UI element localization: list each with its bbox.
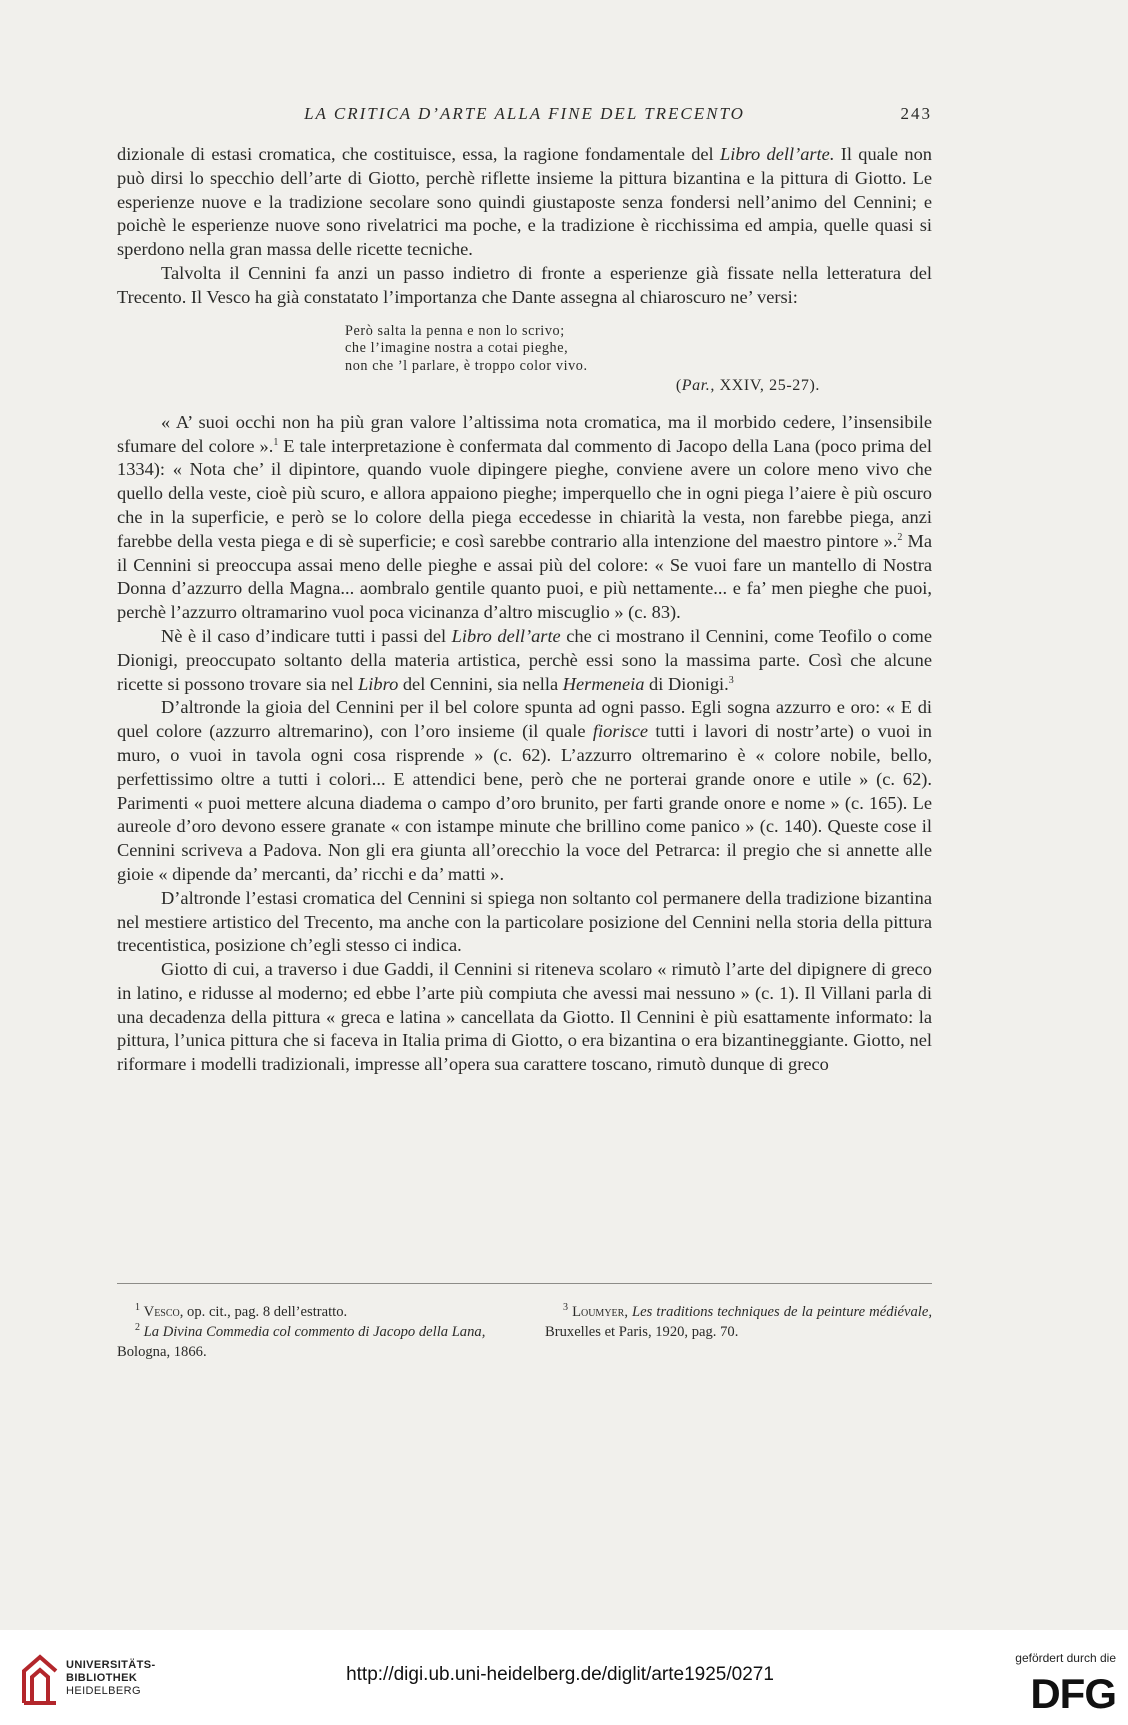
page-number: 243 — [900, 104, 932, 123]
footnote: $^1$ Vesco, op. cit., pag. 8 dell’estratto. — [135, 1302, 348, 1320]
verse-line: Però salta la penna e non lo scrivo; — [345, 322, 565, 339]
funding-label: gefördert durch die — [1015, 1651, 1116, 1665]
footnote-column-left — [117, 1302, 509, 1362]
source-url-link[interactable]: http://digi.ub.uni-heidelberg.de/diglit/arte1925/0271 — [346, 1664, 774, 1685]
body-text — [117, 143, 932, 1077]
paragraph: dizionale di estasi cromatica, che costituisce, essa, la ragione fondamentale del Libro dell’arte. Il quale non può dirsi lo specchio dell’arte di Giotto, perchè riflette insieme la pittura bizantina e la pittura di Giotto. Le esperienze nuove e la tradizione secolare sono quindi giustaposte senza fondersi nell’animo del Cennini; e poichè le esperienze nuove sono rivelatrici ma poche, e la tradizione è ricchissima ed ampia, quelle quasi si sperdono nella gran massa delle ricette tecniche. — [117, 144, 932, 260]
running-head — [117, 104, 932, 130]
footnote-ref[interactable]: 1 — [273, 436, 279, 448]
footnote: $^3$ Loumyer, Les traditions techniques de la peinture médiévale, Bruxelles et Paris, 1920, pag. 70. — [545, 1302, 932, 1340]
paragraph: Talvolta il Cennini fa anzi un passo indietro di fronte a esperienze già fissate nella letteratura del Trecento. Il Vesco ha già constatato l’importanza che Dante assegna al chiaroscuro ne’ versi: — [117, 262, 932, 307]
footnote: $^2$ La Divina Commedia col commento di Jacopo della Lana, Bologna, 1866. — [117, 1322, 486, 1360]
verse-line: che l’imagine nostra a cotai pieghe, — [345, 340, 569, 357]
university-library-name: UNIVERSITÄTS- BIBLIOTHEK HEIDELBERG — [66, 1659, 156, 1697]
verse-quotation — [345, 323, 932, 395]
dfg-logo: DFG — [1030, 1670, 1116, 1717]
university-library-logo-icon — [20, 1651, 60, 1707]
paragraph: D’altronde la gioia del Cennini per il bel colore spunta ad ogni passo. Egli sogna azzurro e oro: « E di quel colore (azzurro altremarino), con l’oro insieme (il quale fiorisce tutti i lavori di nostr’arte) o vuoi in muro, o vuoi in tavola ogni cosa risprende » (c. 62). L’azzurro oltremarino è « colore nobile, bello, perfettissimo oltre a tutti i colori... E attendici bene, però che ne porterai grande onore e utile » (c. 62). Parimenti « puoi mettere alcuna diadema o campo d’oro brunito, per farti grande onore e nome » (c. 165). Le aureole d’oro devono essere granate « con istampe minute che brillino come panico » (c. 140). Queste cose il Cennini scriveva a Padova. Non gli era giunta all’orecchio la voce del Petrarca: il pregio che si annette alle gioie « dipende da’ mercanti, da’ ricchi e da’ matti ». — [117, 697, 932, 884]
paragraph: D’altronde l’estasi cromatica del Cennini si spiega non soltanto col permanere della tradizione bizantina nel mestiere artistico del Trecento, ma anche con la particolare posizione del Cennini nella storia della pittura trecentistica, posizione ch’egli stesso ci indica. — [117, 887, 932, 956]
footnote-ref[interactable]: 3 — [728, 674, 734, 686]
verse-reference: (Par., XXIV, 25-27). — [675, 376, 820, 394]
footnote-ref[interactable]: 2 — [897, 531, 903, 543]
verse-line: non che ’l parlare, è troppo color vivo. — [345, 358, 588, 375]
paragraph: Nè è il caso d’indicare tutti i passi del Libro dell’arte che ci mostrano il Cennini, come Teofilo o come Dionigi, preoccupato soltanto della materia artistica, perchè essi sono la massima parte. Così che alcune ricette si possono trovare sia nel Libro del Cennini, sia nella Hermeneia di Dionigi.$^3$ — [117, 625, 932, 694]
footnote-column-right — [545, 1302, 932, 1342]
paragraph: Giotto di cui, a traverso i due Gaddi, il Cennini si riteneva scolaro « rimutò l’arte del dipignere di greco in latino, e ridusse al moderno; ed ebbe l’arte più compiuta che avessi mai nessuno » (c. 1). Il Villani parla di una decadenza della pittura « greca e latina » cancellata da Giotto. Il Cennini è più esattamente informato: la pittura, l’unica pittura che si faceva in Italia prima di Giotto, o era bizantina o era bizantineggiante. Giotto, nel riformare i modelli tradizionali, impresse all’opera sua carattere toscano, rimutò dunque di greco — [117, 959, 932, 1075]
footnote-divider — [117, 1283, 932, 1284]
running-title: LA CRITICA D’ARTE ALLA FINE DEL TRECENTO — [304, 104, 745, 123]
paragraph: « A’ suoi occhi non ha più gran valore l’altissima nota cromatica, ma il morbido cedere, l’insensibile sfumare del colore ».$^1$ E tale interpretazione è confermata dal commento di Jacopo della Lana (poco prima del 1334): « Nota che’ il dipintore, quando vuole dipingere pieghe, conviene avere un colore meno vivo che quello della veste, cioè più scuro, e allora appaiono pieghe; imperquello che in ogni piega l’aiere è più oscuro che in la superficie, e però se lo colore della piega eccedesse in chiarità la vesta, non farebbe piega, anzi farebbe della vesta piega e di sè superficie; e così sarebbe contrario alla intenzione del maestro pintore ».$^2$ Ma il Cennini si preoccupa assai meno delle pieghe e assai più del colore: « Se vuoi fare un mantello di Nostra Donna d’azzurro della Magna... aombralo gentile quanto puoi, e più nettamente... e fa’ men pieghe che puoi, perchè l’azzurro oltramarino vuol poca vicinanza d’altro miscuglio » (c. 83). — [117, 411, 932, 623]
